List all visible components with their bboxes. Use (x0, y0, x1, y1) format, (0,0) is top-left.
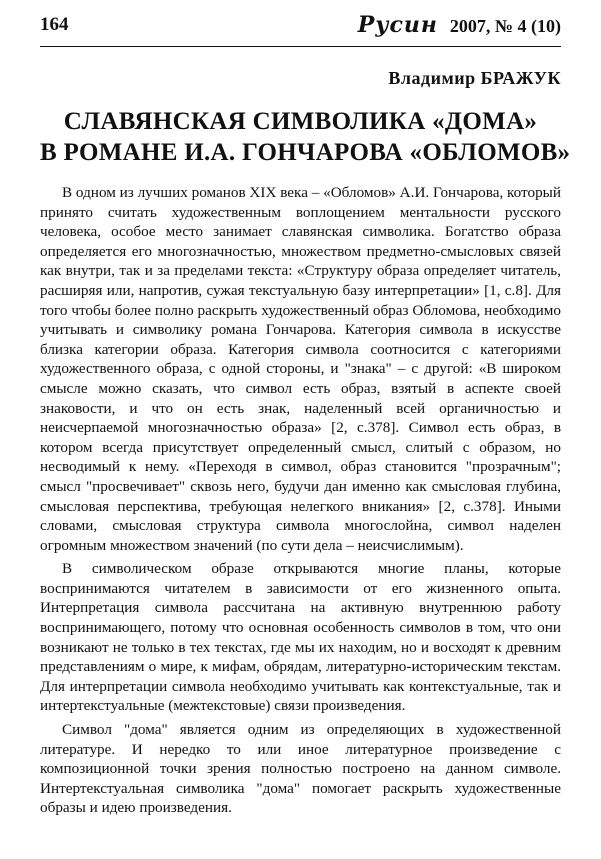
header-divider (40, 46, 561, 47)
journal-issue: 2007, № 4 (10) (449, 16, 561, 36)
article-title (40, 106, 571, 168)
article-title-line: В РОМАНЕ И.А. ГОНЧАРОВА «ОБЛОМОВ» (40, 139, 571, 166)
journal-name: Русин (357, 12, 438, 38)
running-header (40, 10, 561, 44)
page-number: 164 (40, 14, 69, 35)
article-title-line: СЛАВЯНСКАЯ СИМВОЛИКА «ДОМА» (63, 108, 538, 135)
body-paragraph: В символическом образе открываются многие планы, которые воспринимаются читателем в зависимости от его жизненного опыта. Интерпретация символа рассчитана на активную внутреннюю работу воспринимающего, потому что основная особенность символов в том, что они возникают не только в тех текстах, где мы их находим, но и восходят к древним представлениям о мире, к мифам, обрядам, литературно-историческим текстам. Для интерпретации символа необходимо учитывать как контекстуальные, так и интертекстуальные (межтекстовые) связи произведения. (40, 560, 561, 715)
journal-info (358, 12, 561, 38)
article-author: Владимир БРАЖУК (388, 68, 561, 88)
body-paragraph: Символ "дома" является одним из определяющих в художественной литературе. И нередко то или иное литературное произведение с композиционной точки зрения полностью построено на данном символе. Интертекстуальная символика "дома" помогает раскрыть художественные образы и идею произведения. (40, 721, 561, 817)
body-paragraph: В одном из лучших романов XIX века – «Обломов» А.И. Гончарова, который принято считать художественным воплощением ментальности русского человека, особое место занимает славянская символика. Богатство образа определяется его многозначностью, множеством предметно-смысловых связей как внутри, так и за пределами текста: «Структуру образа определяет читатель, расширяя или, напротив, сужая текстуальную базу интерпретации» [1, с.8]. Для того чтобы более полно раскрыть художественный образ Обломова, необходимо учитывать и символику романа Гончарова. Категория символа в искусстве близка категории образа. Категория символа соотносится с категориями художественного образа, с одной стороны, и "знака" – с другой: «В широком смысле можно сказать, что символ есть образ, взятый в аспекте своей знаковости, и что он есть знак, наделенный всей органичностью и неисчерпаемой многозначностью образа» [2, с.378]. Символ есть образ, в котором всегда присутствует определенный смысл, слитый с образом, но несводимый к нему. «Переходя в символ, образ становится "прозрачным"; смысл "просвечивает" сквозь него, будучи дан именно как смысловая глубина, смысловая перспектива, требующая нелегкого вникания» [2, с.378]. Иными словами, смысловая структура символа многослойна, символ наделен огромным множеством значений (по сути дела – неисчислимым). (40, 184, 562, 554)
article-body (40, 183, 561, 822)
